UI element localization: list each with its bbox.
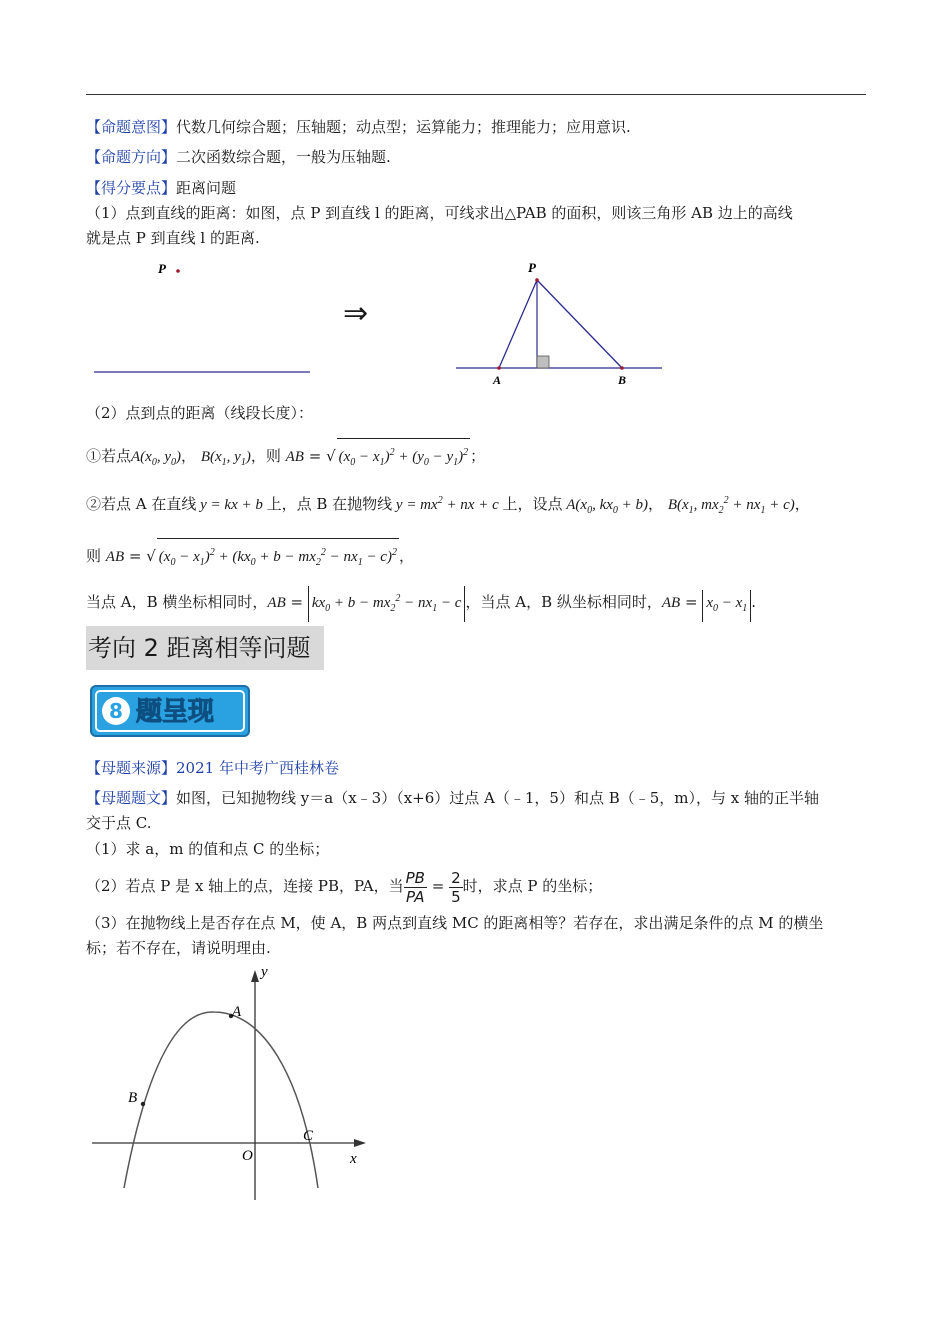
side-pb <box>537 280 622 368</box>
parabola-curve <box>124 1012 318 1188</box>
question-tag: 【母题题文】 <box>86 789 177 807</box>
fig-right-label-a: A <box>493 373 502 387</box>
right-angle-mark <box>537 356 549 368</box>
source-text: 2021 年中考广西桂林卷 <box>176 759 339 777</box>
keypoint-text: 距离问题 <box>176 179 237 197</box>
source-tag: 【母题来源】 <box>86 759 177 777</box>
intent-text: 代数几何综合题；压轴题；动点型；运算能力；推理能力；应用意识. <box>176 118 631 136</box>
badge-text: 题呈现 <box>136 697 215 727</box>
keypoint-tag: 【得分要点】 <box>86 179 177 197</box>
side-pa <box>499 280 537 368</box>
svg-text:8: 8 <box>109 699 123 723</box>
point-line-distance-text-2: 就是点 P 到直线 l 的距离. <box>86 229 260 247</box>
implies-arrow: ⇒ <box>343 296 369 331</box>
fig-right-label-b: B <box>618 373 627 387</box>
intent-line <box>86 116 631 138</box>
question-part-1: （1）求 a，m 的值和点 C 的坐标； <box>86 840 330 858</box>
label-b: B <box>128 1090 138 1106</box>
direction-tag: 【命题方向】 <box>86 148 177 166</box>
fig-right-label-p: P <box>528 260 536 275</box>
figure-point-and-line <box>86 255 326 385</box>
section-title: 考向 2 距离相等问题 <box>86 626 324 670</box>
label-y: y <box>261 964 268 980</box>
question-part-3-line-1: （3）在抛物线上是否存在点 M，使 A，B 两点到直线 MC 的距离相等？若存在，求出满足条件的点 M 的横坐 <box>86 914 824 932</box>
ratio-pb-pa: $\frac{PB}{PA}$ <box>405 868 425 906</box>
source-line <box>86 757 339 779</box>
point-b <box>141 1102 145 1106</box>
formula-item-1: ①若点$A(x_0$, $y_0$)， $B(x_1$, $y_1$)，则 AB = √ $(x_0 - x_1)^2 + (y_0 - y_1)^2$ ； <box>86 438 485 477</box>
formula-item-2: ②若点 A 在直线 y = kx + b 上，点 B 在抛物线 $y = mx^2$ + nx + c 上，设点 $A(x_0$, $kx_0 + b$)， $B(x_1$, $mx_2^2 + nx_1 + c$)， <box>86 495 810 516</box>
formula-item-2-result: 则 AB = √ $(x_0 - x_1)^2 + (kx_0 + b - mx_2^2 - nx_1 - c)^2$ ， <box>86 538 414 577</box>
question-line-2: 交于点 C. <box>86 814 152 832</box>
question-part-2: （2）若点 P 是 x 轴上的点，连接 PB，PA，当 $\frac{PB}{PA}$ = $\frac{2}{5}$ 时，求点 P 的坐标； <box>86 868 603 906</box>
top-rule <box>86 94 866 95</box>
fig-left-label-p: P <box>158 261 166 276</box>
direction-line <box>86 146 391 168</box>
label-o: O <box>242 1148 253 1164</box>
formula-item-3: 当点 A，B 横坐标相同时，AB = $kx_0 + b - mx_2^2 - nx_1 - c$ ，当点 A，B 纵坐标相同时，AB = $x_0 - x_1$ . <box>86 586 756 622</box>
intent-tag: 【命题意图】 <box>86 118 177 136</box>
question-line-1 <box>86 787 819 809</box>
keypoint-line <box>86 177 236 199</box>
ratio-two-fifths: $\frac{2}{5}$ <box>451 868 461 906</box>
point-line-distance-text-1: （1）点到直线的距离：如图，点 P 到直线 l 的距离，可线求出△PAB 的面积，则该三角形 AB 边上的高线 <box>86 204 793 222</box>
point-point-distance-heading: （2）点到点的距离（线段长度）： <box>86 404 314 422</box>
label-c: C <box>303 1128 314 1144</box>
question-text-1: 如图，已知抛物线 y＝a（x﹣3）（x+6）过点 A（﹣1，5）和点 B（﹣5，m），与 x 轴的正半轴 <box>176 789 820 807</box>
question-part-3-line-2: 标；若不存在，请说明理由. <box>86 939 271 957</box>
badge-problem-presentation <box>90 685 250 737</box>
figure-triangle-pab <box>450 258 670 393</box>
direction-text: 二次函数综合题，一般为压轴题. <box>176 148 391 166</box>
label-a: A <box>232 1004 242 1020</box>
label-x: x <box>350 1151 357 1167</box>
fig-left-point-p <box>176 269 180 273</box>
parabola-graph <box>86 960 386 1210</box>
